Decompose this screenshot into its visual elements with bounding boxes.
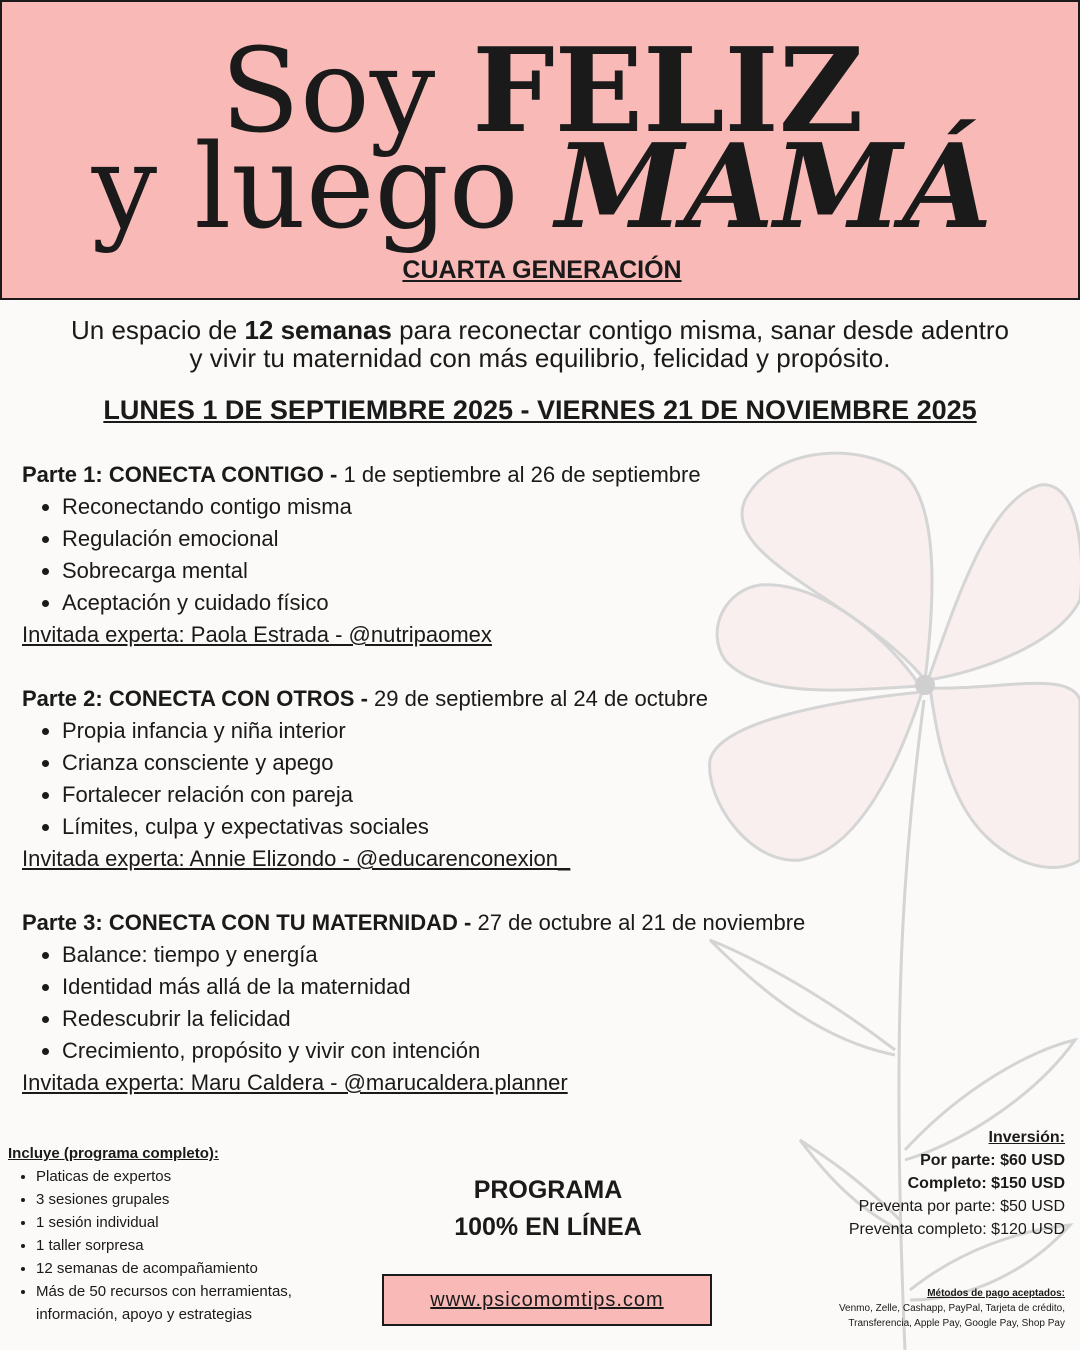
program-line1: PROGRAMA bbox=[473, 1176, 623, 1204]
part-3 bbox=[22, 907, 922, 1099]
part-name: Parte 3: CONECTA CON TU MATERNIDAD - bbox=[22, 910, 478, 935]
list-item: • Redescubrir la felicidad bbox=[62, 1003, 922, 1035]
website-link[interactable]: www.psicomomtips.com bbox=[382, 1274, 712, 1326]
header-banner bbox=[0, 0, 1080, 300]
payment-line1: Venmo, Zelle, Cashapp, PayPal, Tarjeta de crédito, bbox=[838, 1303, 1065, 1314]
list-item: • Crianza consciente y apego bbox=[62, 747, 922, 779]
includes-section bbox=[8, 1143, 368, 1326]
list-item: • Límites, culpa y expectativas sociales bbox=[62, 811, 922, 843]
investment-section bbox=[745, 1126, 1065, 1241]
part-1 bbox=[22, 459, 922, 651]
list-item: • Propia infancia y niña interior bbox=[62, 715, 922, 747]
list-item: • 3 sesiones grupales bbox=[36, 1188, 368, 1211]
payment-methods bbox=[745, 1286, 1065, 1331]
guest-expert-link[interactable]: Invitada experta: Paola Estrada - @nutripaomex bbox=[22, 622, 492, 647]
flower-petal-top-right bbox=[928, 485, 1080, 680]
list-item: • Regulación emocional bbox=[62, 523, 922, 555]
list-item: • 12 semanas de acompañamiento bbox=[36, 1257, 368, 1280]
program-online-label bbox=[388, 1172, 708, 1246]
investment-heading: Inversión: bbox=[988, 1129, 1065, 1146]
list-item: • Balance: tiempo y energía bbox=[62, 939, 922, 971]
guest-expert-link[interactable]: Invitada experta: Annie Elizondo - @educarenconexion_ bbox=[22, 846, 571, 871]
payment-line2: Transferencia, Apple Pay, Google Pay, Shop Pay bbox=[848, 1318, 1065, 1329]
list-item: • Platicas de expertos bbox=[36, 1165, 368, 1188]
intro-pre: Un espacio de bbox=[70, 315, 245, 345]
guest-expert-link[interactable]: Invitada experta: Maru Caldera - @marucaldera.planner bbox=[22, 1070, 568, 1095]
intro-bold: 12 semanas bbox=[244, 315, 392, 345]
list-item: • Crecimiento, propósito y vivir con intención bbox=[62, 1035, 922, 1067]
part-range: 1 de septiembre al 26 de septiembre bbox=[343, 462, 701, 487]
flower-petal-right bbox=[930, 683, 1080, 867]
part-name: Parte 2: CONECTA CON OTROS - bbox=[22, 686, 375, 711]
list-item-line: información, apoyo y estrategias bbox=[36, 1306, 252, 1323]
intro-post: para reconectar contigo misma, sanar desde adentro bbox=[391, 315, 1010, 345]
list-item: • Reconectando contigo misma bbox=[62, 491, 922, 523]
list-item: • Aceptación y cuidado físico bbox=[62, 587, 922, 619]
title-line-2 bbox=[2, 119, 1080, 255]
title-feliz: FELIZ bbox=[472, 23, 864, 159]
list-item: • Sobrecarga mental bbox=[62, 555, 922, 587]
list-item: • 1 taller sorpresa bbox=[36, 1234, 368, 1257]
title-soy: Soy bbox=[220, 24, 473, 159]
intro-text bbox=[0, 316, 1080, 372]
price-per-part: Por parte: $60 USD bbox=[920, 1152, 1065, 1169]
presale-full: Preventa completo: $120 USD bbox=[848, 1221, 1065, 1238]
intro-line2: y vivir tu maternidad con más equilibrio, felicidad y propósito. bbox=[189, 343, 891, 373]
list-item bbox=[36, 1280, 368, 1326]
includes-heading: Incluye (programa completo): bbox=[8, 1145, 219, 1162]
part-range: 29 de septiembre al 24 de octubre bbox=[374, 686, 708, 711]
list-item: • 1 sesión individual bbox=[36, 1211, 368, 1234]
payment-heading: Métodos de pago aceptados: bbox=[927, 1288, 1065, 1299]
title-y-luego: y luego bbox=[91, 120, 556, 255]
part-range: 27 de octubre al 21 de noviembre bbox=[477, 910, 806, 935]
part-name: Parte 1: CONECTA CONTIGO - bbox=[22, 462, 344, 487]
presale-per-part: Preventa por parte: $50 USD bbox=[858, 1198, 1065, 1215]
list-item-line: Más de 50 recursos con herramientas, bbox=[36, 1283, 292, 1300]
program-dates: LUNES 1 DE SEPTIEMBRE 2025 - VIERNES 21 DE NOVIEMBRE 2025 bbox=[103, 395, 977, 425]
subtitle: CUARTA GENERACIÓN bbox=[402, 256, 682, 284]
part-2 bbox=[22, 683, 922, 875]
title-mama: MAMÁ bbox=[555, 119, 993, 255]
part-title bbox=[22, 459, 922, 491]
part-title bbox=[22, 907, 922, 939]
program-line2: 100% EN LÍNEA bbox=[454, 1213, 642, 1241]
part-title bbox=[22, 683, 922, 715]
list-item: • Identidad más allá de la maternidad bbox=[62, 971, 922, 1003]
price-full: Completo: $150 USD bbox=[907, 1175, 1065, 1192]
list-item: • Fortalecer relación con pareja bbox=[62, 779, 922, 811]
